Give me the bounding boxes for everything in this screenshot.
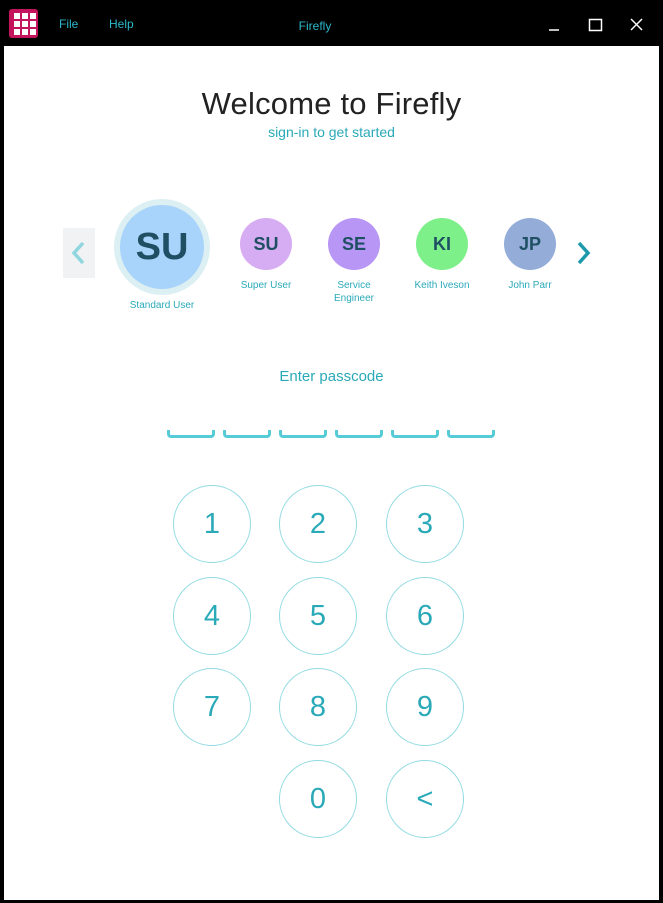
key-6[interactable]: 6 — [386, 577, 464, 655]
avatar — [328, 218, 380, 270]
user-name: John Parr — [508, 280, 552, 291]
page-title: Welcome to Firefly — [201, 86, 462, 121]
user-standard-user[interactable] — [102, 199, 222, 312]
avatar-initials: KI — [433, 233, 451, 254]
key-9[interactable]: 9 — [386, 668, 464, 746]
user-john-parr[interactable] — [490, 218, 570, 292]
passcode-digit-slot — [223, 430, 271, 438]
user-service-engineer[interactable] — [314, 218, 394, 305]
sign-in-panel — [4, 46, 659, 900]
maximize-icon — [581, 11, 609, 39]
page-subtitle: sign-in to get started — [268, 124, 395, 140]
key-4[interactable]: 4 — [173, 577, 251, 655]
previous-user-button[interactable] — [63, 228, 95, 278]
minimize-icon — [540, 11, 568, 39]
passcode-digit-slot — [335, 430, 383, 438]
user-super-user[interactable] — [226, 218, 306, 292]
window-title: Firefly — [298, 19, 332, 33]
close-icon — [623, 11, 651, 39]
passcode-digit-slot — [447, 430, 495, 438]
minimize-button[interactable] — [540, 11, 568, 39]
avatar — [240, 218, 292, 270]
title-bar — [0, 0, 663, 46]
user-name: Service Engineer — [333, 280, 375, 304]
maximize-button[interactable] — [581, 11, 609, 39]
avatar — [504, 218, 556, 270]
chevron-right-icon — [574, 239, 594, 267]
backspace-key[interactable]: < — [386, 760, 464, 838]
key-2[interactable]: 2 — [279, 485, 357, 563]
passcode-digit-slot — [391, 430, 439, 438]
menu-help[interactable]: Help — [109, 17, 134, 31]
user-name: Super User — [240, 280, 292, 291]
avatar — [416, 218, 468, 270]
avatar-initials: SU — [253, 233, 279, 254]
user-name: Standard User — [129, 300, 195, 311]
user-name: Keith Iveson — [414, 280, 470, 291]
next-user-button[interactable] — [568, 228, 600, 278]
key-3[interactable]: 3 — [386, 485, 464, 563]
avatar-initials: JP — [518, 233, 542, 254]
passcode-digit-slot — [167, 430, 215, 438]
key-1[interactable]: 1 — [173, 485, 251, 563]
close-button[interactable] — [623, 11, 651, 39]
key-8[interactable]: 8 — [279, 668, 357, 746]
passcode-label: Enter passcode — [279, 368, 384, 385]
menu-file[interactable]: File — [59, 17, 79, 31]
key-0[interactable]: 0 — [279, 760, 357, 838]
user-keith-iveson[interactable] — [402, 218, 482, 292]
avatar — [120, 205, 204, 289]
key-5[interactable]: 5 — [279, 577, 357, 655]
avatar-initials: SU — [135, 225, 189, 268]
key-7[interactable]: 7 — [173, 668, 251, 746]
passcode-digit-slot — [279, 430, 327, 438]
avatar-initials: SE — [341, 233, 366, 254]
chevron-left-icon — [69, 239, 89, 267]
